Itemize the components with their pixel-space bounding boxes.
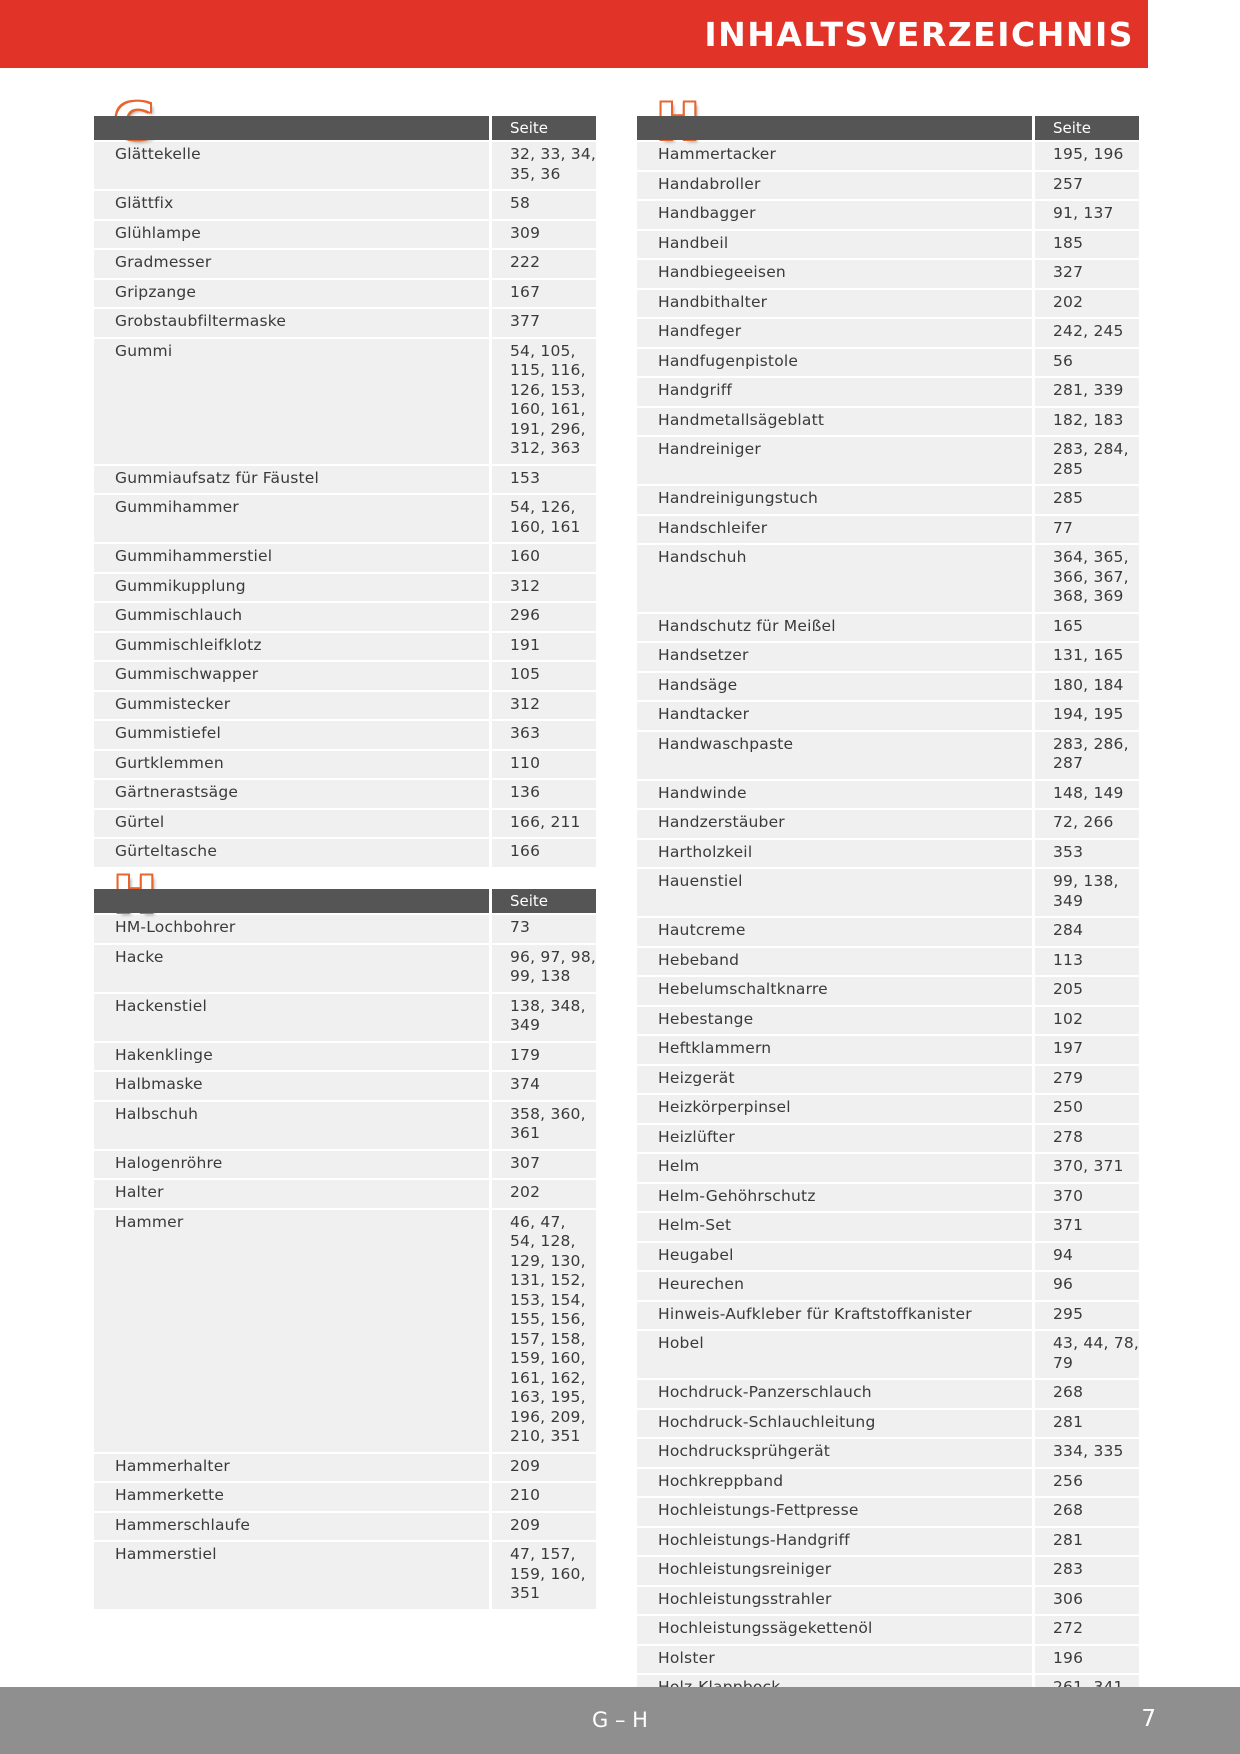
entry-pages: 196 [1035, 1646, 1139, 1674]
entry-pages: 160 [492, 544, 596, 572]
entry-name: Heizgerät [637, 1066, 1032, 1094]
entry-pages: 110 [492, 751, 596, 779]
entry-name: Gummihammer [94, 495, 489, 542]
entry-pages: 58 [492, 191, 596, 219]
entry-name: Handsetzer [637, 643, 1032, 671]
entry-pages: 306 [1035, 1587, 1139, 1615]
index-entry-row [637, 1498, 1139, 1526]
index-entry-row [637, 142, 1139, 170]
index-entry-row [94, 221, 596, 249]
entry-name: Helm-Gehöhrschutz [637, 1184, 1032, 1212]
header-page-column: Seite [1035, 116, 1139, 140]
entry-name: Handfugenpistole [637, 349, 1032, 377]
index-entry-row [637, 869, 1139, 916]
header-name-column [94, 116, 489, 140]
header-name-column [94, 889, 489, 913]
index-entry-row [637, 1380, 1139, 1408]
entry-pages: 295 [1035, 1302, 1139, 1330]
entry-pages: 96, 97, 98, 99, 138 [492, 945, 596, 992]
entry-pages: 179 [492, 1043, 596, 1071]
entry-pages: 148, 149 [1035, 781, 1139, 809]
index-entry-row [637, 545, 1139, 612]
index-entry-row [94, 751, 596, 779]
entry-pages: 285 [1035, 486, 1139, 514]
entry-pages: 307 [492, 1151, 596, 1179]
index-entry-row [94, 810, 596, 838]
entry-name: Helm [637, 1154, 1032, 1182]
entry-list [94, 915, 596, 1609]
entry-pages: 309 [492, 221, 596, 249]
entry-name: Handwaschpaste [637, 732, 1032, 779]
index-entry-row [94, 945, 596, 992]
entry-pages: 165 [1035, 614, 1139, 642]
entry-name: Hochdrucksprühgerät [637, 1439, 1032, 1467]
entry-pages: 283 [1035, 1557, 1139, 1585]
entry-name: Hautcreme [637, 918, 1032, 946]
index-entry-row [637, 260, 1139, 288]
index-entry-row [637, 643, 1139, 671]
header-page-column: Seite [492, 116, 596, 140]
index-entry-row [94, 1072, 596, 1100]
entry-name: Hobel [637, 1331, 1032, 1378]
entry-name: Handschuh [637, 545, 1032, 612]
index-entry-row [94, 495, 596, 542]
entry-pages: 94 [1035, 1243, 1139, 1271]
entry-name: Gurtklemmen [94, 751, 489, 779]
entry-name: Gummischleifklotz [94, 633, 489, 661]
entry-pages: 136 [492, 780, 596, 808]
index-entry-row [94, 250, 596, 278]
entry-name: Gummiaufsatz für Fäustel [94, 466, 489, 494]
entry-pages: 250 [1035, 1095, 1139, 1123]
entry-pages: 370, 371 [1035, 1154, 1139, 1182]
index-entry-row [94, 633, 596, 661]
entry-pages: 185 [1035, 231, 1139, 259]
entry-pages: 77 [1035, 516, 1139, 544]
index-entry-row [94, 1102, 596, 1149]
entry-name: Gummistiefel [94, 721, 489, 749]
entry-pages: 54, 105, 115, 116, 126, 153, 160, 161, 191, 296, 312, 363 [492, 339, 596, 464]
entry-name: Handbeil [637, 231, 1032, 259]
entry-pages: 138, 348, 349 [492, 994, 596, 1041]
entry-name: Hebestange [637, 1007, 1032, 1035]
entry-pages: 209 [492, 1513, 596, 1541]
entry-name: Glättekelle [94, 142, 489, 189]
index-entry-row [637, 437, 1139, 484]
index-entry-row [637, 1184, 1139, 1212]
index-entry-row [637, 1528, 1139, 1556]
entry-pages: 279 [1035, 1066, 1139, 1094]
entry-name: Handtacker [637, 702, 1032, 730]
index-entry-row [637, 948, 1139, 976]
section-header [94, 101, 596, 140]
entry-pages: 47, 157, 159, 160, 351 [492, 1542, 596, 1609]
entry-pages: 377 [492, 309, 596, 337]
entry-pages: 268 [1035, 1498, 1139, 1526]
entry-name: Hammertacker [637, 142, 1032, 170]
entry-pages: 194, 195 [1035, 702, 1139, 730]
entry-pages: 113 [1035, 948, 1139, 976]
index-entry-row [637, 781, 1139, 809]
entry-pages: 281, 339 [1035, 378, 1139, 406]
entry-pages: 363 [492, 721, 596, 749]
index-entry-row [637, 1154, 1139, 1182]
entry-name: Holster [637, 1646, 1032, 1674]
index-entry-row [637, 1469, 1139, 1497]
index-entry-row [637, 1439, 1139, 1467]
entry-list [94, 142, 596, 867]
entry-pages: 209 [492, 1454, 596, 1482]
index-entry-row [637, 172, 1139, 200]
index-entry-row [637, 486, 1139, 514]
entry-name: Halbschuh [94, 1102, 489, 1149]
index-entry-row [94, 142, 596, 189]
entry-pages: 167 [492, 280, 596, 308]
entry-name: Halter [94, 1180, 489, 1208]
entry-name: Hochleistungssägekettenöl [637, 1616, 1032, 1644]
entry-name: Handreinigungstuch [637, 486, 1032, 514]
entry-pages: 131, 165 [1035, 643, 1139, 671]
page-number: 7 [1141, 1706, 1156, 1732]
entry-pages: 256 [1035, 1469, 1139, 1497]
entry-name: Handreiniger [637, 437, 1032, 484]
section-header [637, 101, 1139, 140]
entry-name: Handfeger [637, 319, 1032, 347]
entry-pages: 46, 47, 54, 128, 129, 130, 131, 152, 153, 154, 155, 156, 157, 158, 159, 160, 161, 162, 163, 195, 196, 209, 210, 351 [492, 1210, 596, 1452]
index-entry-row [637, 977, 1139, 1005]
entry-name: Halbmaske [94, 1072, 489, 1100]
index-entry-row [94, 994, 596, 1041]
entry-name: Gummischlauch [94, 603, 489, 631]
entry-name: Gripzange [94, 280, 489, 308]
index-entry-row [637, 1243, 1139, 1271]
entry-name: Glühlampe [94, 221, 489, 249]
entry-pages: 54, 126, 160, 161 [492, 495, 596, 542]
entry-name: Heftklammern [637, 1036, 1032, 1064]
header-name-column [637, 116, 1032, 140]
entry-pages: 371 [1035, 1213, 1139, 1241]
entry-name: Heizlüfter [637, 1125, 1032, 1153]
entry-name: Grobstaubfiltermaske [94, 309, 489, 337]
index-entry-row [94, 603, 596, 631]
entry-name: Hochleistungs-Handgriff [637, 1528, 1032, 1556]
entry-pages: 73 [492, 915, 596, 943]
entry-pages: 283, 284, 285 [1035, 437, 1139, 484]
index-entry-row [637, 290, 1139, 318]
index-entry-row [94, 780, 596, 808]
entry-name: Hammerstiel [94, 1542, 489, 1609]
entry-name: Gärtnerastsäge [94, 780, 489, 808]
entry-name: Gummischwapper [94, 662, 489, 690]
page-title: INHALTSVERZEICHNIS [704, 15, 1134, 54]
entry-pages: 327 [1035, 260, 1139, 288]
index-entry-row [637, 349, 1139, 377]
index-entry-row [637, 614, 1139, 642]
entry-name: Hacke [94, 945, 489, 992]
index-entry-row [94, 544, 596, 572]
entry-name: HM-Lochbohrer [94, 915, 489, 943]
index-entry-row [637, 319, 1139, 347]
entry-name: Handbiegeeisen [637, 260, 1032, 288]
index-entry-row [94, 721, 596, 749]
entry-name: Hochkreppband [637, 1469, 1032, 1497]
index-entry-row [94, 280, 596, 308]
index-section-h-left [94, 874, 596, 1611]
index-entry-row [637, 1272, 1139, 1300]
entry-name: Handbithalter [637, 290, 1032, 318]
entry-pages: 32, 33, 34, 35, 36 [492, 142, 596, 189]
entry-name: Heurechen [637, 1272, 1032, 1300]
index-entry-row [637, 1095, 1139, 1123]
index-entry-row [94, 1454, 596, 1482]
entry-name: Hammerkette [94, 1483, 489, 1511]
index-entry-row [637, 1616, 1139, 1644]
entry-name: Hartholzkeil [637, 840, 1032, 868]
entry-pages: 312 [492, 692, 596, 720]
entry-name: Handmetallsägeblatt [637, 408, 1032, 436]
index-entry-row [94, 1513, 596, 1541]
entry-pages: 353 [1035, 840, 1139, 868]
entry-pages: 268 [1035, 1380, 1139, 1408]
entry-name: Handgriff [637, 378, 1032, 406]
entry-pages: 370 [1035, 1184, 1139, 1212]
entry-name: Hauenstiel [637, 869, 1032, 916]
index-entry-row [637, 840, 1139, 868]
index-section-h-right [637, 101, 1139, 1734]
index-entry-row [94, 574, 596, 602]
entry-name: Gummi [94, 339, 489, 464]
index-entry-row [94, 1151, 596, 1179]
index-section-g [94, 101, 596, 869]
entry-name: Heugabel [637, 1243, 1032, 1271]
entry-pages: 202 [1035, 290, 1139, 318]
section-header [94, 874, 596, 913]
entry-pages: 166, 211 [492, 810, 596, 838]
entry-pages: 56 [1035, 349, 1139, 377]
entry-name: Gummikupplung [94, 574, 489, 602]
index-entry-row [637, 1125, 1139, 1153]
entry-pages: 72, 266 [1035, 810, 1139, 838]
entry-pages: 99, 138, 349 [1035, 869, 1139, 916]
entry-list [637, 142, 1139, 1732]
entry-pages: 102 [1035, 1007, 1139, 1035]
entry-pages: 202 [492, 1180, 596, 1208]
entry-pages: 153 [492, 466, 596, 494]
entry-name: Handwinde [637, 781, 1032, 809]
header-page-column: Seite [492, 889, 596, 913]
index-entry-row [637, 1213, 1139, 1241]
entry-pages: 283, 286, 287 [1035, 732, 1139, 779]
entry-pages: 43, 44, 78, 79 [1035, 1331, 1139, 1378]
entry-pages: 334, 335 [1035, 1439, 1139, 1467]
index-entry-row [94, 309, 596, 337]
index-entry-row [94, 339, 596, 464]
entry-pages: 281 [1035, 1528, 1139, 1556]
entry-name: Handabroller [637, 172, 1032, 200]
entry-pages: 105 [492, 662, 596, 690]
index-entry-row [637, 732, 1139, 779]
index-entry-row [637, 702, 1139, 730]
entry-name: Handzerstäuber [637, 810, 1032, 838]
entry-name: Hakenklinge [94, 1043, 489, 1071]
entry-name: Hebelumschaltknarre [637, 977, 1032, 1005]
entry-pages: 358, 360, 361 [492, 1102, 596, 1149]
entry-pages: 182, 183 [1035, 408, 1139, 436]
entry-name: Handsäge [637, 673, 1032, 701]
index-entry-row [637, 1587, 1139, 1615]
index-entry-row [94, 1210, 596, 1452]
entry-pages: 312 [492, 574, 596, 602]
entry-name: Handbagger [637, 201, 1032, 229]
entry-pages: 222 [492, 250, 596, 278]
header-bar [0, 0, 1148, 68]
entry-pages: 210 [492, 1483, 596, 1511]
index-entry-row [94, 191, 596, 219]
index-entry-row [94, 692, 596, 720]
entry-pages: 284 [1035, 918, 1139, 946]
entry-name: Heizkörperpinsel [637, 1095, 1032, 1123]
entry-name: Hochleistungs-Fettpresse [637, 1498, 1032, 1526]
entry-name: Hebeband [637, 948, 1032, 976]
entry-pages: 166 [492, 839, 596, 867]
index-entry-row [94, 839, 596, 867]
index-entry-row [94, 1043, 596, 1071]
index-entry-row [94, 662, 596, 690]
entry-name: Hackenstiel [94, 994, 489, 1041]
entry-name: Gürtel [94, 810, 489, 838]
index-entry-row [94, 1483, 596, 1511]
entry-pages: 272 [1035, 1616, 1139, 1644]
entry-name: Halogenröhre [94, 1151, 489, 1179]
entry-pages: 180, 184 [1035, 673, 1139, 701]
entry-pages: 191 [492, 633, 596, 661]
entry-pages: 242, 245 [1035, 319, 1139, 347]
entry-pages: 296 [492, 603, 596, 631]
index-entry-row [637, 1302, 1139, 1330]
index-entry-row [94, 466, 596, 494]
entry-name: Gradmesser [94, 250, 489, 278]
entry-name: Hochdruck-Schlauchleitung [637, 1410, 1032, 1438]
entry-name: Gummistecker [94, 692, 489, 720]
entry-name: Hammerhalter [94, 1454, 489, 1482]
entry-name: Helm-Set [637, 1213, 1032, 1241]
index-entry-row [94, 1542, 596, 1609]
entry-pages: 195, 196 [1035, 142, 1139, 170]
index-entry-row [637, 516, 1139, 544]
footer-letter-range: G – H [592, 1708, 648, 1732]
index-entry-row [637, 1646, 1139, 1674]
index-entry-row [637, 1410, 1139, 1438]
index-entry-row [637, 1036, 1139, 1064]
index-entry-row [637, 1557, 1139, 1585]
index-entry-row [637, 408, 1139, 436]
index-entry-row [637, 201, 1139, 229]
entry-name: Gummihammerstiel [94, 544, 489, 572]
index-entry-row [637, 378, 1139, 406]
entry-name: Glättfix [94, 191, 489, 219]
index-entry-row [637, 918, 1139, 946]
entry-pages: 91, 137 [1035, 201, 1139, 229]
index-entry-row [637, 1331, 1139, 1378]
entry-name: Handschutz für Meißel [637, 614, 1032, 642]
index-entry-row [637, 231, 1139, 259]
entry-pages: 364, 365, 366, 367, 368, 369 [1035, 545, 1139, 612]
entry-name: Hammerschlaufe [94, 1513, 489, 1541]
index-entry-row [637, 673, 1139, 701]
entry-name: Gürteltasche [94, 839, 489, 867]
footer-bar [0, 1687, 1240, 1754]
entry-pages: 281 [1035, 1410, 1139, 1438]
index-entry-row [637, 1007, 1139, 1035]
entry-name: Hochdruck-Panzerschlauch [637, 1380, 1032, 1408]
entry-pages: 257 [1035, 172, 1139, 200]
index-entry-row [637, 810, 1139, 838]
entry-pages: 278 [1035, 1125, 1139, 1153]
entry-pages: 96 [1035, 1272, 1139, 1300]
entry-name: Hochleistungsstrahler [637, 1587, 1032, 1615]
entry-name: Hammer [94, 1210, 489, 1452]
index-entry-row [94, 915, 596, 943]
entry-name: Handschleifer [637, 516, 1032, 544]
index-entry-row [637, 1066, 1139, 1094]
entry-name: Hochleistungsreiniger [637, 1557, 1032, 1585]
entry-pages: 374 [492, 1072, 596, 1100]
entry-pages: 197 [1035, 1036, 1139, 1064]
entry-name: Hinweis-Aufkleber für Kraftstoffkanister [637, 1302, 1032, 1330]
index-entry-row [94, 1180, 596, 1208]
entry-pages: 205 [1035, 977, 1139, 1005]
